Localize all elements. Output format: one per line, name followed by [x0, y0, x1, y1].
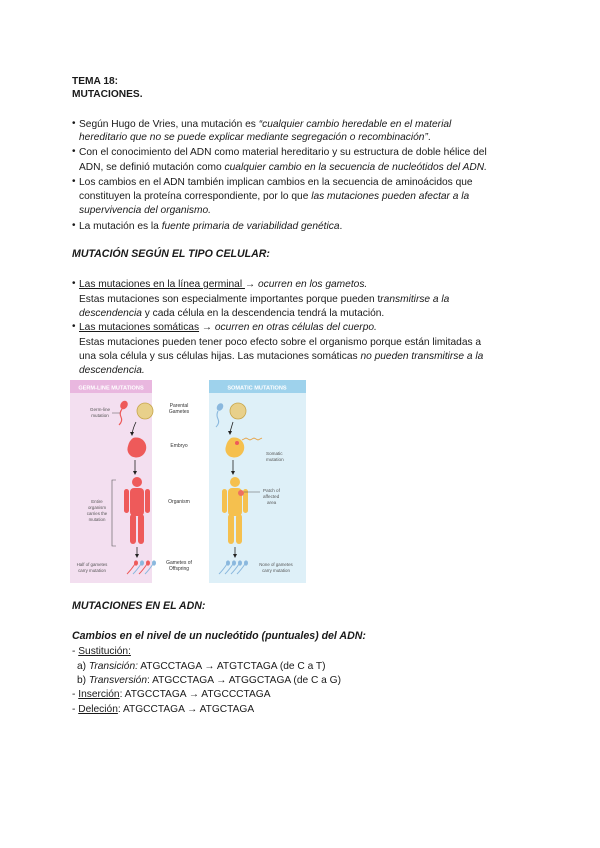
somatic-header: SOMATIC MUTATIONS: [227, 385, 287, 392]
mutation-types-figure: [70, 380, 306, 583]
label-organism: Organism: [168, 499, 190, 505]
title-line2: MUTACIONES.: [72, 89, 143, 100]
bullet-icon: •: [72, 146, 76, 157]
deletion-line: - Deleción: ATGCCTAGA → ATGCTAGA: [72, 704, 255, 715]
subheading-point-mutations: Cambios en el nivel de un nucleótido (puntuales) del ADN:: [72, 630, 366, 642]
somatic-egg-icon: [230, 403, 246, 419]
none-gametes-label-2: carry mutation: [262, 568, 290, 573]
substitution-line: - Sustitución:: [72, 646, 131, 657]
transition-line: a) Transición: ATGCCTAGA → ATGTCTAGA (de C a T): [77, 661, 326, 672]
intro-bullet-1-line1: Según Hugo de Vries, una mutación es “cualquier cambio heredable en el material: [79, 119, 452, 130]
germline-desc-line1: Estas mutaciones son especialmente importantes porque pueden transmitirse a la: [79, 294, 450, 305]
intro-bullet-2-line1: Con el conocimiento del ADN como material hereditario y su estructura de doble hélice del: [79, 147, 487, 158]
intro-bullet-3-line2: constituyen la proteína correspondiente, por lo que las mutaciones pueden afectar a la: [79, 191, 470, 202]
entire-label-1: Entire: [91, 499, 103, 504]
entire-label-2: organism: [87, 505, 107, 510]
label-gametes-of: Gametes of: [166, 560, 192, 566]
intro-bullet-3-line1: Los cambios en el ADN también implican cambios en la secuencia de aminoácidos que: [79, 177, 473, 188]
somatic-mutation-cell: [235, 441, 239, 445]
somatic-panel: [209, 380, 306, 583]
intro-bullet-2-line2: ADN, se definió mutación como cualquier cambio en la secuencia de nucleótidos del ADN.: [79, 162, 487, 173]
patch-label-1: Patch of: [263, 488, 280, 493]
germline-bullet: Las mutaciones en la línea germinal → ocurren en los gametos.: [79, 279, 368, 290]
entire-label-3: carries the: [86, 511, 108, 516]
bullet-icon: •: [72, 278, 76, 289]
germline-egg-icon: [137, 403, 153, 419]
germline-mutation-label-2: mutation: [91, 413, 109, 418]
insertion-line: - Inserción: ATGCCTAGA → ATGCCCTAGA: [72, 689, 271, 700]
transversion-line: b) Transversión: ATGCCTAGA → ATGGCTAGA (de C a G): [77, 675, 341, 686]
patch-label-3: area: [267, 500, 277, 505]
germline-desc-line2: descendencia y cada célula en la descendencia tendrá la mutación.: [79, 308, 385, 319]
bullet-icon: •: [72, 176, 76, 187]
bullet-icon: •: [72, 220, 76, 231]
label-offspring: Offspring: [168, 566, 190, 572]
section-heading-dna: MUTACIONES EN EL ADN:: [72, 600, 206, 612]
somatic-desc-line3: descendencia.: [79, 365, 145, 376]
somatic-mutation-label-1: Somatic: [266, 451, 283, 456]
intro-bullet-4: La mutación es la fuente primaria de variabilidad genética.: [79, 221, 343, 232]
none-gametes-label-1: None of gametes: [259, 562, 293, 567]
patch-label-2: affected: [263, 494, 280, 499]
intro-bullet-3-line3: supervivencia del organismo.: [79, 205, 211, 216]
germline-mutation-label-1: Germ-line: [89, 407, 111, 412]
entire-label-4: mutation: [88, 517, 106, 522]
label-gametes: Gametes: [168, 409, 190, 415]
half-gametes-label-2: carry mutation: [78, 568, 106, 573]
section-heading-cell-type: MUTACIÓN SEGÚN EL TIPO CELULAR:: [72, 248, 270, 260]
title-line1: TEMA 18:: [72, 76, 119, 87]
somatic-bullet: Las mutaciones somáticas → ocurren en otras células del cuerpo.: [79, 322, 377, 333]
bullet-icon: •: [72, 118, 76, 129]
label-embryo: Embryo: [170, 443, 188, 449]
label-parental: Parental: [169, 403, 189, 409]
somatic-desc-line1: Estas mutaciones pueden tener poco efecto sobre el organismo porque están limitadas a: [79, 337, 482, 348]
intro-bullet-1-line2: hereditario que no se puede explicar mediante segregación o recombinación”.: [79, 132, 431, 143]
half-gametes-label-1: Half of gametes: [76, 562, 108, 567]
somatic-desc-line2: una sola célula y sus células hijas. Las mutaciones somáticas no pueden transmitirse a la: [79, 351, 484, 362]
affected-patch: [238, 490, 244, 496]
germline-header: GERM-LINE MUTATIONS: [78, 385, 144, 392]
bullet-icon: •: [72, 321, 76, 332]
somatic-mutation-label-2: mutation: [266, 457, 284, 462]
